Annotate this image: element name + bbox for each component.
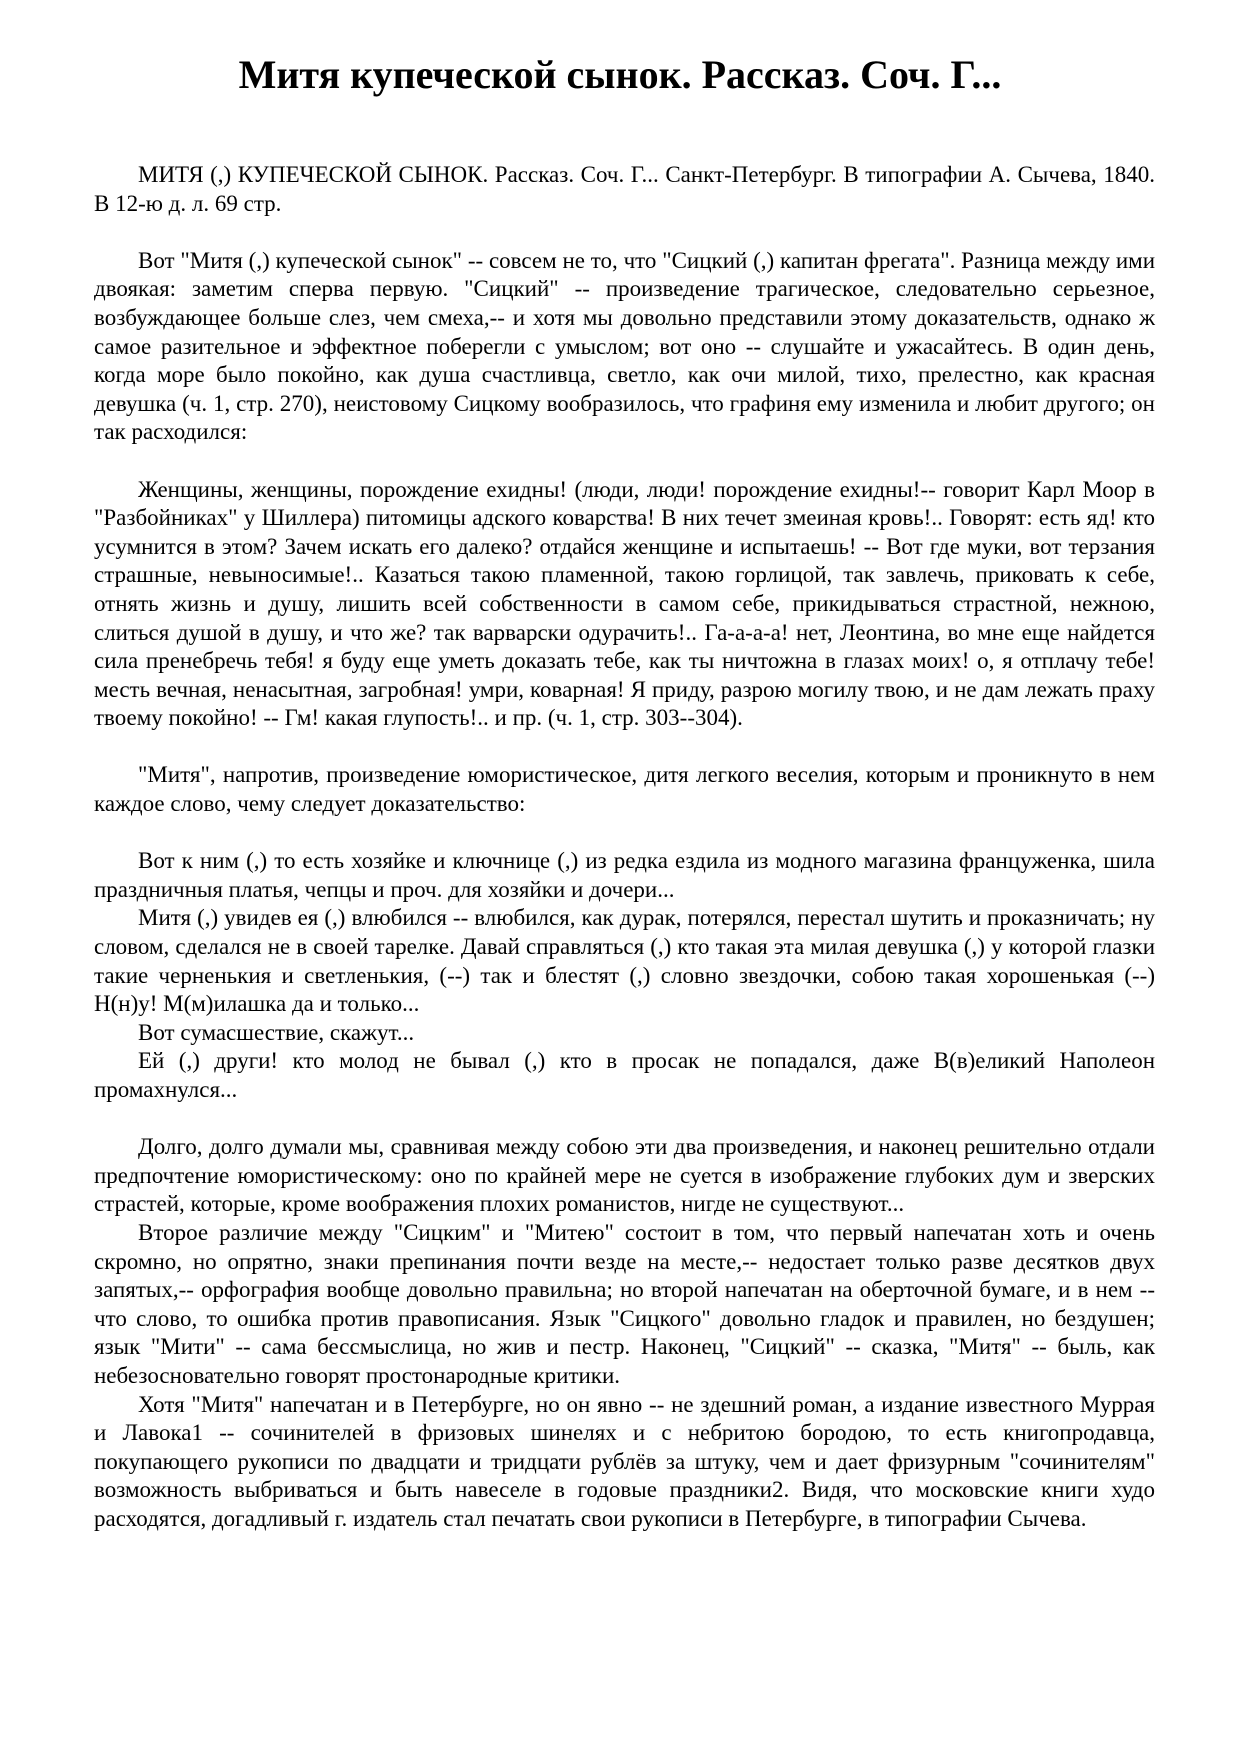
paragraph-mitya-quote-2: Митя (,) увидев ея (,) влюбился -- влюбился, как дурак, потерялся, перестал шутить и проказничать; ну словом, сделался не в своей тарелке. Давай справляться (,) кто такая эта милая девушка (,) у которой глазки такие черненькия и светленькия, (--) так и блестят (,) словно звездочки, собою такая хорошенькая (--) Н(н)у! М(м)илашка да и только...: [94, 905, 1155, 1017]
document-body: [94, 161, 1155, 1534]
paragraph-mitya-quote-4: Ей (,) други! кто молод не бывал (,) кто в просак не попадался, даже В(в)еликий Наполеон промахнулся...: [94, 1048, 1155, 1102]
paragraph-second-difference: Второе различие между "Сицким" и "Митею" состоит в том, что первый напечатан хоть и очень скромно, но опрятно, знаки препинания почти везде на месте,-- недостает только разве десятков двух запятых,-- орфография вообще довольно правильна; но второй напечатан на оберточной бумаге, и в нем -- что слово, то ошибка против правописания. Язык "Сицкого" довольно гладок и правилен, но бездушен; язык "Мити" -- сама бессмыслица, но жив и пестр. Наконец, "Сицкий" -- сказка, "Митя" -- быль, как небезосновательно говорят простонародные критики.: [94, 1219, 1155, 1388]
paragraph-bibliographic-entry: МИТЯ (,) КУПЕЧЕСКОЙ СЫНОК. Рассказ. Соч. Г... Санкт-Петербург. В типографии А. Сычева, 1840. В 12-ю д. л. 69 стр.: [94, 162, 1155, 216]
paragraph-intro-sitsky: Вот "Митя (,) купеческой сынок" -- совсем не то, что "Сицкий (,) капитан фрегата". Разница между ими двоякая: заметим сперва первую. "Сицкий" -- произведение трагическое, следовательно серьезное, возбуждающее больше слез, чем смеха,-- и хотя мы довольно представили этому доказательств, однако ж самое разительное и эффектное поберегли с умыслом; вот оно -- слушайте и ужасайтесь. В один день, когда море было покойно, как душа счастливца, светло, как очи милой, тихо, прелестно, как красная девушка (ч. 1, стр. 270), неистовому Сицкому вообразилось, что графиня ему изменила и любит другого; он так расходился:: [94, 247, 1155, 445]
paragraph-mitya-quote-3: Вот сумасшествие, скажут...: [138, 1019, 415, 1045]
paragraph-publisher: Хотя "Митя" напечатан и в Петербурге, но он явно -- не здешний роман, а издание известного Муррая и Лавока1 -- сочинителей в фризовых шинелях и с небритою бородою, то есть книгопродавца, покупающего рукописи по двадцати и тридцати рублёв за штуку, чем и дает фризурным "сочинителям" возможность выбриваться и быть навеселе в годовые праздники2. Видя, что московские книги худо расходятся, догадливый г. издатель стал печатать свои рукописи в Петербурге, в типографии Сычева.: [94, 1391, 1155, 1531]
paragraph-mitya-humor: "Митя", напротив, произведение юмористическое, дитя легкого веселия, которым и проникнуто в нем каждое слово, чему следует доказательство:: [94, 762, 1155, 817]
paragraph-sitsky-quote: Женщины, женщины, порождение ехидны! (люди, люди! порождение ехидны!-- говорит Карл Моор в "Разбойниках" у Шиллера) питомицы адского коварства! В них течет змеиная кровь!.. Говорят: есть яд! кто усумнится в этом? Зачем искать его далеко? отдайся женщине и испытаешь! -- Вот где муки, вот терзания страшные, невыносимые!.. Казаться такою пламенной, такою горлицой, так завлечь, приковать к себе, отнять жизнь и душу, лишить всей собственности в самом себе, прикидываться страстной, нежною, слиться душой в душу, и что же? так варварски одурачить!.. Га-а-а-а! нет, Леонтина, во мне еще найдется сила пренебречь тебя! я буду еще уметь доказать тебе, как ты ничтожна в глазах моих! о, я отплачу тебе! месть вечная, ненасытная, загробная! умри, коварная! Я приду, разрою могилу твою, и не дам лежать праху твоему покойно! -- Гм! какая глупость!.. и пр. (ч. 1, стр. 303--304).: [94, 476, 1155, 731]
paragraph-mitya-quote-1: Вот к ним (,) то есть хозяйке и ключнице (,) из редка ездила из модного магазина француженка, шила праздничныя платья, чепцы и проч. для хозяйки и дочери...: [94, 848, 1155, 902]
paragraph-comparison: Долго, долго думали мы, сравнивая между собою эти два произведения, и наконец решительно отдали предпочтение юмористическому: оно по крайней мере не суется в изображение глубоких дум и зверских страстей, которые, кроме воображения плохих романистов, нигде не существуют...: [94, 1134, 1155, 1217]
page-title: Митя купеческой сынок. Рассказ. Соч. Г...: [238, 52, 1002, 97]
